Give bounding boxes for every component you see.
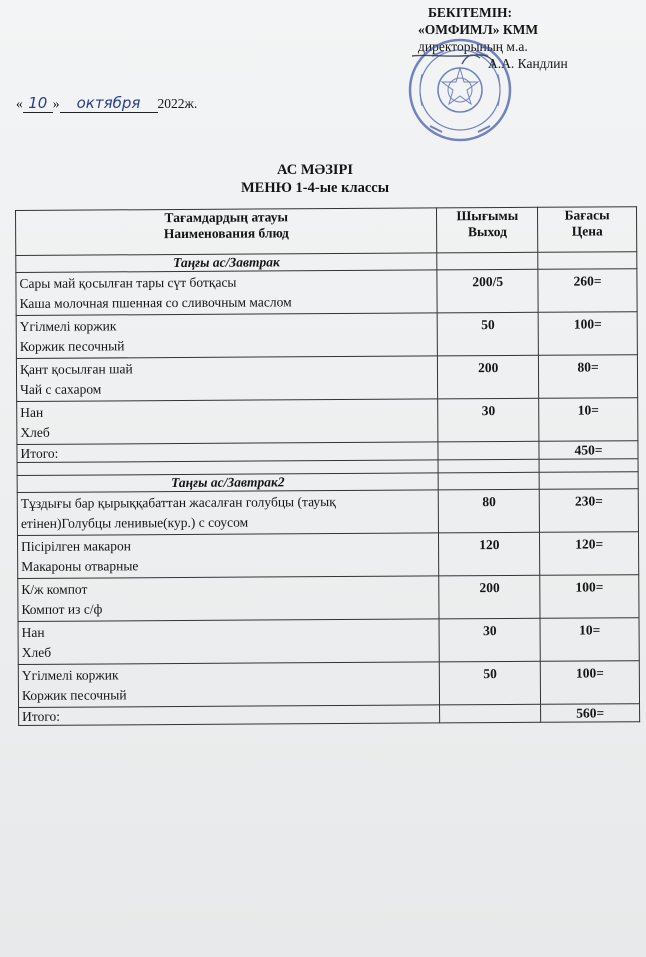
dish-price: 120= [540,532,639,576]
header-dish-name-kk: Тағамдардың атауы [164,209,289,226]
dish-name-ru: Каша молочная пшенная со сливочным маслом [19,294,292,311]
dish-name-ru: Коржик песочный [21,687,127,703]
date-month: октября [60,94,158,113]
header-price [538,207,637,253]
table-row [16,312,637,359]
dish-name-kk: Қант қосылған шай [19,361,133,377]
total-label: Итого: [17,442,438,463]
dish-output: 30 [439,618,540,662]
dish-name-kk: Үгілмелі коржик [21,667,119,683]
dish-name-ru: Чай с сахаром [20,381,102,397]
header-price-kk: Бағасы [564,207,610,223]
section-title: Таңғы ас/Завтрак2 [17,473,438,493]
header-price-ru: Цена [571,223,603,239]
menu-table [15,206,640,726]
header-output [437,207,538,253]
dish-name-kk: Нан [20,404,44,420]
dish-price: 100= [540,575,639,619]
dish-name-ru: Хлеб [20,424,50,440]
date-day: 10 [23,94,53,113]
dish-name-kk: Нан [21,624,45,640]
document-date [16,94,197,113]
dish-price: 260= [538,269,637,313]
date-year: 2022ж. [157,96,198,111]
dish-name [17,399,439,445]
approval-heading: БЕКІТЕМІН: [428,5,512,20]
dish-name-kk: Тұздығы бар қырыққабаттан жасалған голубцы (тауық [20,494,336,511]
table-row [17,489,638,536]
total-label: Итого: [19,705,440,726]
total-row-breakfast2 [19,704,640,726]
dish-output: 120 [439,532,540,576]
dish-name-ru: Макароны отварные [21,558,139,574]
dish-name [17,533,439,579]
official-stamp-icon [392,34,528,144]
header-dish-name [16,208,438,256]
approval-position: директорының м.а. [418,39,528,54]
dish-name [16,313,438,359]
table-row [18,575,639,622]
header-output-ru: Выход [467,223,507,240]
approval-organization: «ОМФИМЛ» КММ [418,22,539,37]
dish-name [16,270,438,316]
dish-name [18,576,440,622]
total-price: 560= [541,704,640,723]
section-title: Таңғы ас/Завтрак [16,253,437,273]
dish-name [16,356,438,402]
date-close-quote: » [52,96,60,111]
dish-output: 80 [439,489,540,533]
table-row [16,355,637,402]
dish-name-kk: Сары май қосылған тары сүт ботқасы [19,274,237,291]
approval-signatory: А.А. Кандлин [488,56,568,71]
dish-price: 100= [540,661,639,705]
menu-title-kk: АС МӘЗІРІ [276,162,354,178]
dish-name-ru: етінен)Голубцы ленивые(кур.) с соусом [20,514,249,531]
dish-name [18,662,440,708]
table-row [18,661,639,708]
table-row [17,532,638,579]
dish-price: 80= [539,355,638,399]
dish-price: 100= [538,312,637,356]
dish-output: 200/5 [437,269,538,313]
dish-output: 30 [438,398,539,442]
total-price: 450= [539,441,638,460]
dish-output: 50 [438,312,539,356]
header-output-kk: Шығымы [456,207,519,224]
table-row [18,618,639,665]
dish-output: 200 [438,355,539,399]
dish-name [17,490,439,536]
dish-name-ru: Коржик песочный [19,338,125,354]
dish-name [18,619,440,665]
menu-title-ru: МЕНЮ 1-4-ые классы [240,180,390,196]
dish-price: 10= [539,398,638,442]
table-row [16,269,637,316]
dish-name-kk: Пісірілген макарон [21,538,132,554]
dish-output: 200 [439,575,540,619]
dish-name-ru: Компот из с/ф [21,601,103,617]
dish-price: 230= [539,489,638,533]
dish-output: 50 [440,661,541,705]
table-header-row [16,207,637,256]
header-dish-name-ru: Наименования блюд [163,225,289,242]
table-row [17,398,638,445]
date-open-quote: « [16,96,23,111]
dish-name-ru: Хлеб [21,644,52,660]
dish-price: 10= [540,618,639,662]
dish-name-kk: Үгілмелі коржик [19,318,117,334]
dish-name-kk: К/ж компот [21,581,88,597]
